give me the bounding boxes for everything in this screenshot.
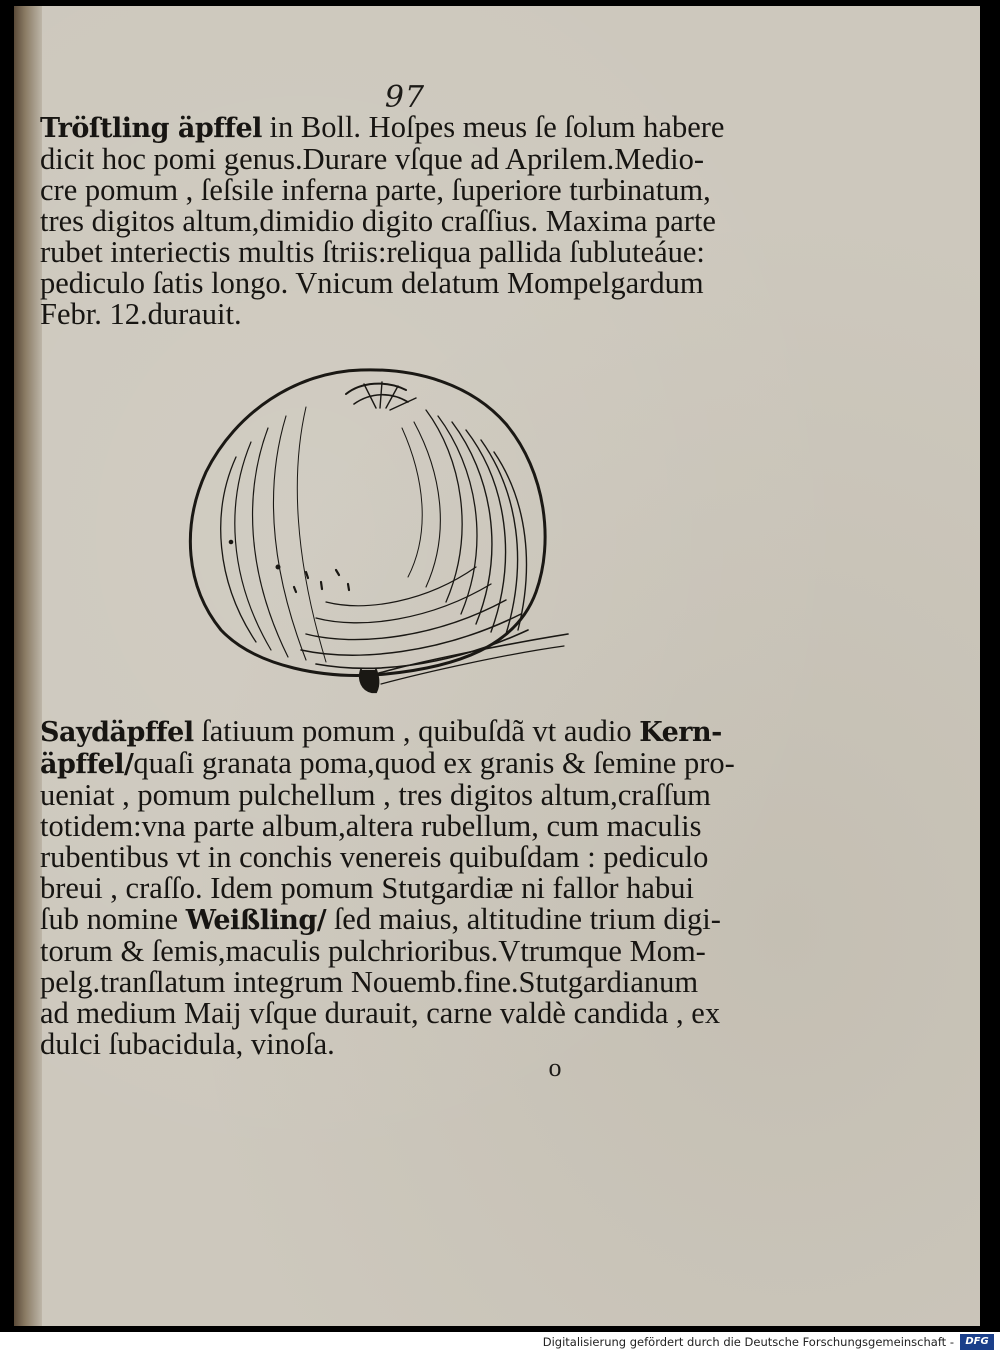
signature-mark: o xyxy=(548,1053,562,1082)
text-line: Saydäpffel ſatiuum pomum , quibuſdã vt audio Kern- xyxy=(40,714,722,748)
text-line: cre pomum , ſeſsile inferna parte, ſuperiore turbinatum, xyxy=(40,173,711,207)
apple-woodcut-illustration xyxy=(176,362,576,702)
blackletter-term: Kern- xyxy=(639,717,722,748)
blackletter-term: Tröſtling äpffel xyxy=(40,113,262,144)
text-line: Febr. 12.durauit. xyxy=(40,297,242,331)
text-line: dicit hoc pomi genus.Durare vſque ad Aprilem.Medio- xyxy=(40,142,705,176)
text-line: rubet interiectis multis ſtriis:reliqua pallida ſubluteáue: xyxy=(40,235,705,269)
text-line: äpffel/quaſi granata poma,quod ex granis & ſemine pro- xyxy=(40,746,735,780)
dfg-logo: DFG xyxy=(960,1334,994,1350)
digitization-credit: Digitalisierung gefördert durch die Deutsche Forschungsgemeinschaft - xyxy=(542,1335,954,1349)
text-line: totidem:vna parte album,altera rubellum, cum maculis xyxy=(40,809,702,843)
text-line: ad medium Maij vſque durauit, carne valdè candida , ex xyxy=(40,996,721,1030)
text-line: torum & ſemis,maculis pulchrioribus.Vtrumque Mom- xyxy=(40,934,706,968)
blackletter-term: Weißling/ xyxy=(185,905,327,936)
blackletter-term: äpffel/ xyxy=(40,749,134,780)
text-line: ueniat , pomum pulchellum , tres digitos altum,craſſum xyxy=(40,778,711,812)
text-line: pelg.tranſlatum integrum Nouemb.fine.Stutgardianum xyxy=(40,965,699,999)
blackletter-term: Saydäpffel xyxy=(40,717,194,748)
paragraph-saydaepffel xyxy=(40,714,735,1061)
page-gutter-shadow xyxy=(14,6,42,1326)
text-line: Tröſtling äpffel in Boll. Hoſpes meus ſe ſolum habere xyxy=(40,110,725,144)
text-line: dulci ſubacidula, vinoſa. xyxy=(40,1027,335,1061)
footer-bar xyxy=(0,1332,1000,1353)
text-line: ſub nomine Weißling/ ſed maius, altitudine trium digi- xyxy=(40,902,721,936)
text-line: pediculo ſatis longo. Vnicum delatum Mompelgardum xyxy=(40,266,704,300)
text-line: tres digitos altum,dimidio digito craſſius. Maxima parte xyxy=(40,204,716,238)
page-number: 97 xyxy=(384,80,426,115)
text-line: breui , craſſo. Idem pomum Stutgardiæ ni fallor habui xyxy=(40,871,694,905)
text-line: rubentibus vt in conchis venereis quibuſdam : pediculo xyxy=(40,840,709,874)
paragraph-troestling xyxy=(40,110,725,331)
